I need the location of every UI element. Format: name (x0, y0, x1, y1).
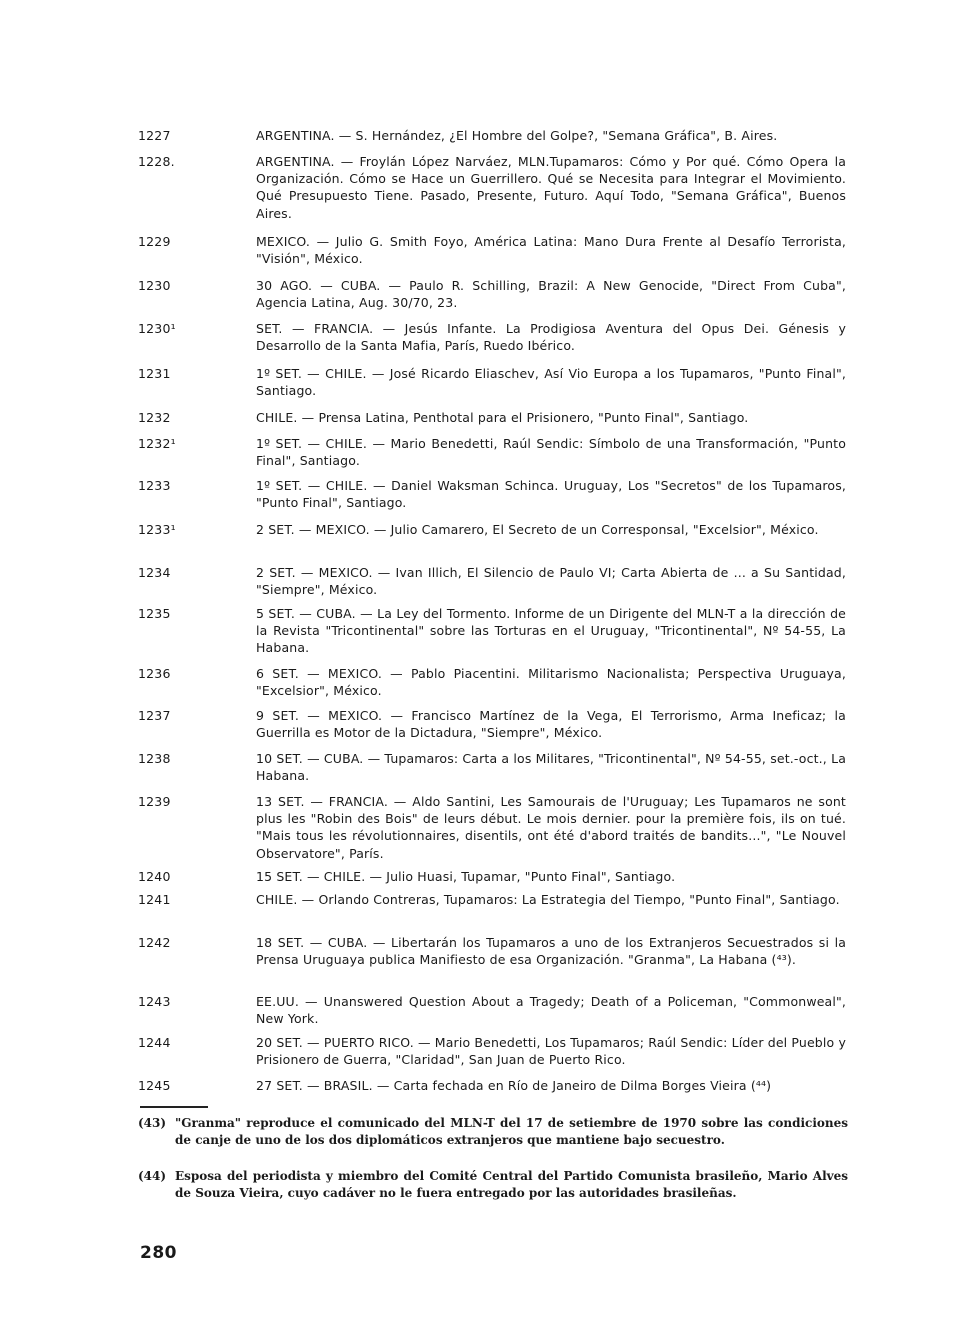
entry-text: MEXICO. — Julio G. Smith Foyo, América Latina: Mano Dura Frente al Desafío Terrorista, "Visión", México. (256, 234, 846, 267)
entry-text: CHILE. — Prensa Latina, Penthotal para el Prisionero, "Punto Final", Santiago. (256, 410, 749, 425)
entry-text: 10 SET. — CUBA. — Tupamaros: Carta a los Militares, "Tricontinental", Nº 54-55, set.-oct., La Habana. (256, 751, 846, 784)
entry-text: 15 SET. — CHILE. — Julio Huasi, Tupamar, "Punto Final", Santiago. (256, 869, 676, 884)
entry-number: 1233¹ (138, 522, 176, 537)
entry-text: 1º SET. — CHILE. — Mario Benedetti, Raúl Sendic: Símbolo de una Transformación, "Punto Final", Santiago. (256, 436, 846, 469)
entry-text: EE.UU. — Unanswered Question About a Tragedy; Death of a Policeman, "Commonweal", New York. (256, 994, 846, 1027)
entry-number: 1241 (138, 892, 171, 907)
entry-text: 27 SET. — BRASIL. — Carta fechada en Río de Janeiro de Dilma Borges Vieira (⁴⁴) (256, 1078, 772, 1093)
entry-number: 1243 (138, 994, 171, 1009)
footnote (138, 1115, 848, 1149)
entry-number: 1245 (138, 1078, 171, 1093)
page-number: 280 (140, 1243, 177, 1263)
entry-text: ARGENTINA. — S. Hernández, ¿El Hombre del Golpe?, "Semana Gráfica", B. Aires. (256, 128, 778, 143)
entry-number: 1239 (138, 794, 171, 809)
entry-number: 1244 (138, 1035, 171, 1050)
entry-number: 1227 (138, 128, 171, 143)
entry-text: ARGENTINA. — Froylán López Narváez, MLN.Tupamaros: Cómo y Por qué. Cómo Opera la Organización. Cómo se Hace un Guerrillero. Qué se Necesita para Integrar el Movimiento. Qué Presupuesto Tiene. Pasado, Presente, Futuro. Aquí Todo, "Semana Gráfica", Buenos Aires. (256, 154, 846, 221)
footnote (138, 1168, 848, 1202)
footnote-label: (43) (138, 1116, 167, 1130)
entry-number: 1236 (138, 666, 171, 681)
entry-text: 2 SET. — MEXICO. — Ivan Illich, El Silencio de Paulo VI; Carta Abierta de ... a Su Santidad, "Siempre", México. (256, 565, 846, 598)
footnote-text: Esposa del periodista y miembro del Comité Central del Partido Comunista brasileño, Mario Alves de Souza Vieira, cuyo cadáver no le fuera entregado por las autoridades brasileñas. (175, 1169, 848, 1200)
entry-text: 1º SET. — CHILE. — Daniel Waksman Schinca. Uruguay, Los "Secretos" de los Tupamaros, "Punto Final", Santiago. (256, 478, 846, 511)
footnote-text: "Granma" reproduce el comunicado del MLN-T del 17 de setiembre de 1970 sobre las condiciones de canje de uno de los dos diplomáticos extranjeros que mantiene bajo secuestro. (175, 1116, 848, 1147)
entry-number: 1229 (138, 234, 171, 249)
entry-text: 2 SET. — MEXICO. — Julio Camarero, El Secreto de un Corresponsal, "Excelsior", México. (256, 522, 819, 537)
entry-number: 1235 (138, 606, 171, 621)
entry-text: 1º SET. — CHILE. — José Ricardo Eliaschev, Así Vio Europa a los Tupamaros, "Punto Final", Santiago. (256, 366, 846, 399)
entry-text: 6 SET. — MEXICO. — Pablo Piacentini. Militarismo Nacionalista; Perspectiva Uruguaya, "Excelsior", México. (256, 666, 846, 699)
entry-number: 1228. (138, 154, 175, 169)
entry-number: 1234 (138, 565, 171, 580)
entry-text: 30 AGO. — CUBA. — Paulo R. Schilling, Brazil: A New Genocide, "Direct From Cuba", Agencia Latina, Aug. 30/70, 23. (256, 278, 846, 311)
entry-number: 1232¹ (138, 436, 176, 451)
entry-number: 1242 (138, 935, 171, 950)
entry-text: 13 SET. — FRANCIA. — Aldo Santini, Les Samourais de l'Uruguay; Les Tupamaros ne sont plus les "Robin des Bois" de leurs début. Le mois dernier. pour la première fois, ils on tué. "Mais tous les révolutionnaires, disentils, ont été d'abord traités de bandits...", "Le Nouvel Observatore", París. (256, 794, 846, 861)
entry-text: 9 SET. — MEXICO. — Francisco Martínez de la Vega, El Terrorismo, Arma Ineficaz; la Guerrilla es Motor de la Dictadura, "Siempre", México. (256, 708, 846, 741)
entry-number: 1230 (138, 278, 171, 293)
entry-number: 1237 (138, 708, 171, 723)
entry-number: 1231 (138, 366, 171, 381)
entry-number: 1240 (138, 869, 171, 884)
footnote-divider (140, 1106, 208, 1108)
entry-text: CHILE. — Orlando Contreras, Tupamaros: La Estrategia del Tiempo, "Punto Final", Santiago. (256, 892, 840, 907)
entry-text: 5 SET. — CUBA. — La Ley del Tormento. Informe de un Dirigente del MLN-T a la dirección de la Revista "Tricontinental" sobre las Torturas en el Uruguay, "Tricontinental", Nº 54-55, La Habana. (256, 606, 846, 656)
entry-number: 1232 (138, 410, 171, 425)
entry-number: 1238 (138, 751, 171, 766)
entry-number: 1230¹ (138, 321, 176, 336)
entry-text: SET. — FRANCIA. — Jesús Infante. La Prodigiosa Aventura del Opus Dei. Génesis y Desarrollo de la Santa Mafia, París, Ruedo Ibérico. (256, 321, 846, 354)
entry-number: 1233 (138, 478, 171, 493)
footnote-label: (44) (138, 1169, 167, 1183)
entry-text: 20 SET. — PUERTO RICO. — Mario Benedetti, Los Tupamaros; Raúl Sendic: Líder del Pueblo y Prisionero de Guerra, "Claridad", San Juan de Puerto Rico. (256, 1035, 846, 1068)
entry-text: 18 SET. — CUBA. — Libertarán los Tupamaros a uno de los Extranjeros Secuestrados si la Prensa Uruguaya publica Manifiesto de esa Organización. "Granma", La Habana (⁴³). (256, 935, 846, 968)
